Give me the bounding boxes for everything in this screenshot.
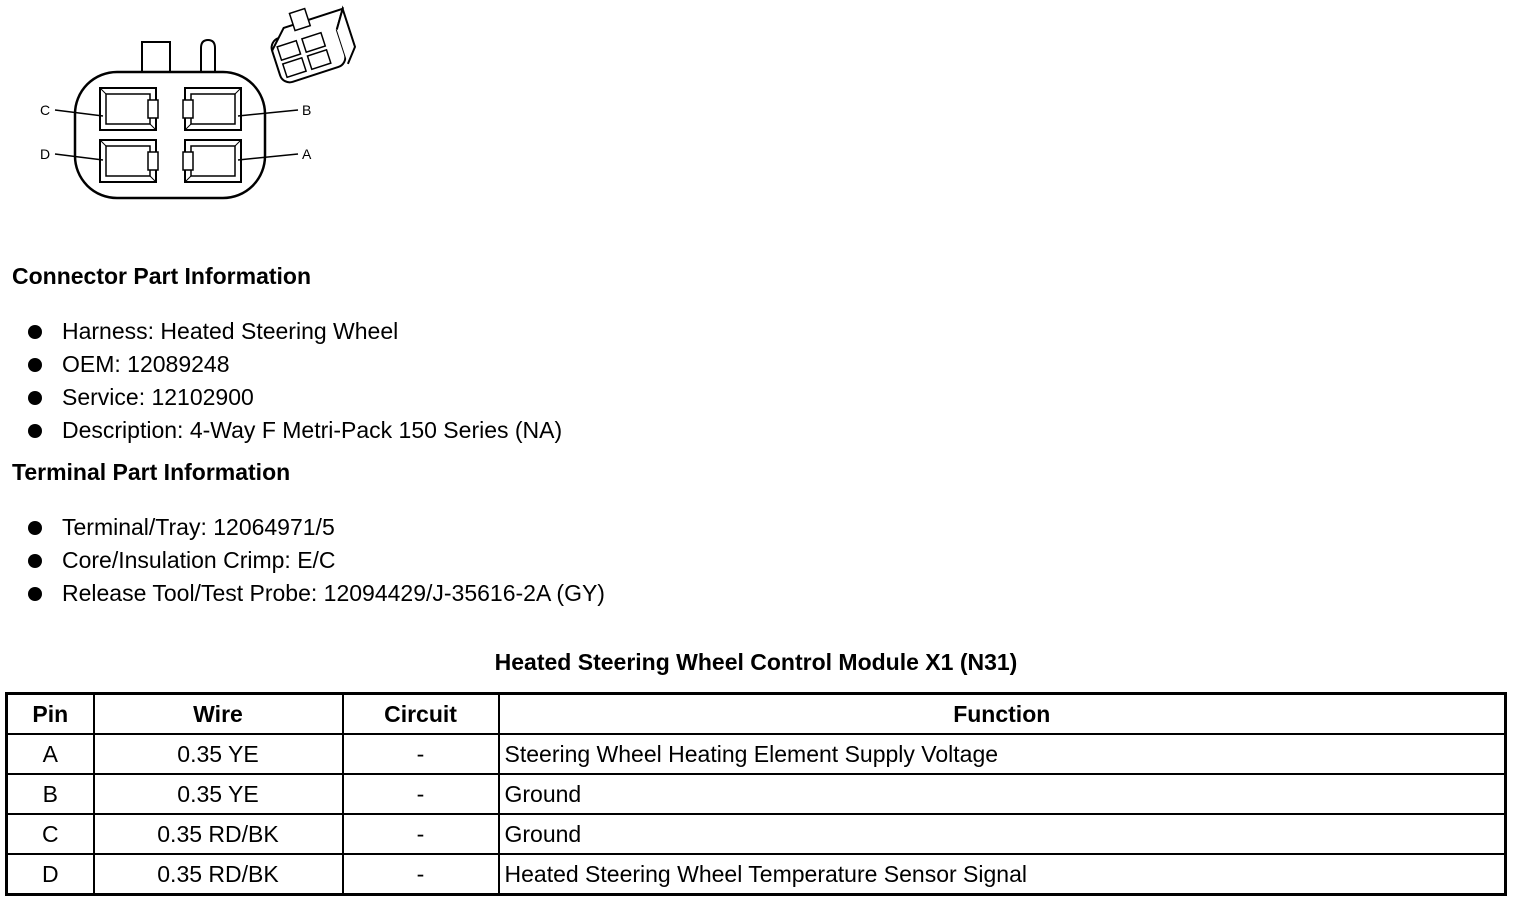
pinout-table (5, 692, 1507, 896)
table-row (7, 854, 1506, 895)
header-function: Function (499, 694, 1506, 735)
cell-pin: A (7, 734, 94, 774)
bullet-icon (28, 325, 42, 339)
cell-wire: 0.35 YE (94, 774, 343, 814)
table-row (7, 774, 1506, 814)
list-item-text: OEM: 12089248 (62, 351, 230, 377)
cell-wire: 0.35 RD/BK (94, 814, 343, 854)
list-item (28, 577, 605, 610)
cell-pin: B (7, 774, 94, 814)
table-row (7, 734, 1506, 774)
cell-pin: D (7, 854, 94, 895)
pinout-table-title: Heated Steering Wheel Control Module X1 (N31) (494, 649, 1018, 675)
pin-label-c: C (40, 102, 51, 118)
cell-wire: 0.35 YE (94, 734, 343, 774)
cell-circuit: - (343, 854, 499, 895)
list-item-text: Terminal/Tray: 12064971/5 (62, 514, 335, 540)
header-pin: Pin (7, 694, 94, 735)
cavity-c (100, 88, 158, 130)
bullet-icon (28, 424, 42, 438)
list-item-text: Description: 4-Way F Metri-Pack 150 Series (NA) (62, 417, 563, 443)
pin-label-a: A (302, 146, 312, 162)
list-item (28, 414, 562, 447)
cell-function: Heated Steering Wheel Temperature Sensor Signal (499, 854, 1506, 895)
header-circuit: Circuit (343, 694, 499, 735)
terminal-info-list (28, 511, 605, 610)
cavity-d (100, 140, 158, 182)
cell-circuit: - (343, 734, 499, 774)
list-item-text: Release Tool/Test Probe: 12094429/J-35616-2A (GY) (62, 580, 605, 606)
cell-circuit: - (343, 774, 499, 814)
list-item (28, 381, 562, 414)
latch-tab-right (201, 40, 215, 74)
connector-info-list (28, 315, 562, 447)
list-item (28, 544, 605, 577)
latch-tab-left (142, 42, 170, 74)
list-item (28, 348, 562, 381)
pin-label-d: D (40, 146, 51, 162)
bullet-icon (28, 554, 42, 568)
bullet-icon (28, 391, 42, 405)
list-item-text: Harness: Heated Steering Wheel (62, 318, 399, 344)
cell-pin: C (7, 814, 94, 854)
list-item-text: Core/Insulation Crimp: E/C (62, 547, 336, 573)
connector-face-svg (0, 0, 380, 210)
cell-circuit: - (343, 814, 499, 854)
cell-wire: 0.35 RD/BK (94, 854, 343, 895)
cavity-a (183, 140, 241, 182)
pin-label-b: B (302, 102, 312, 118)
cell-function: Steering Wheel Heating Element Supply Voltage (499, 734, 1506, 774)
connector-thumbnail (263, 0, 359, 85)
bullet-icon (28, 358, 42, 372)
list-item-text: Service: 12102900 (62, 384, 254, 410)
list-item (28, 315, 562, 348)
connector-info-heading: Connector Part Information (12, 263, 312, 289)
header-wire: Wire (94, 694, 343, 735)
bullet-icon (28, 521, 42, 535)
cavity-b (183, 88, 241, 130)
connector-diagram (0, 0, 380, 210)
terminal-info-heading: Terminal Part Information (12, 459, 291, 485)
list-item (28, 511, 605, 544)
table-row (7, 814, 1506, 854)
table-header-row (7, 694, 1506, 735)
bullet-icon (28, 587, 42, 601)
cell-function: Ground (499, 814, 1506, 854)
cell-function: Ground (499, 774, 1506, 814)
